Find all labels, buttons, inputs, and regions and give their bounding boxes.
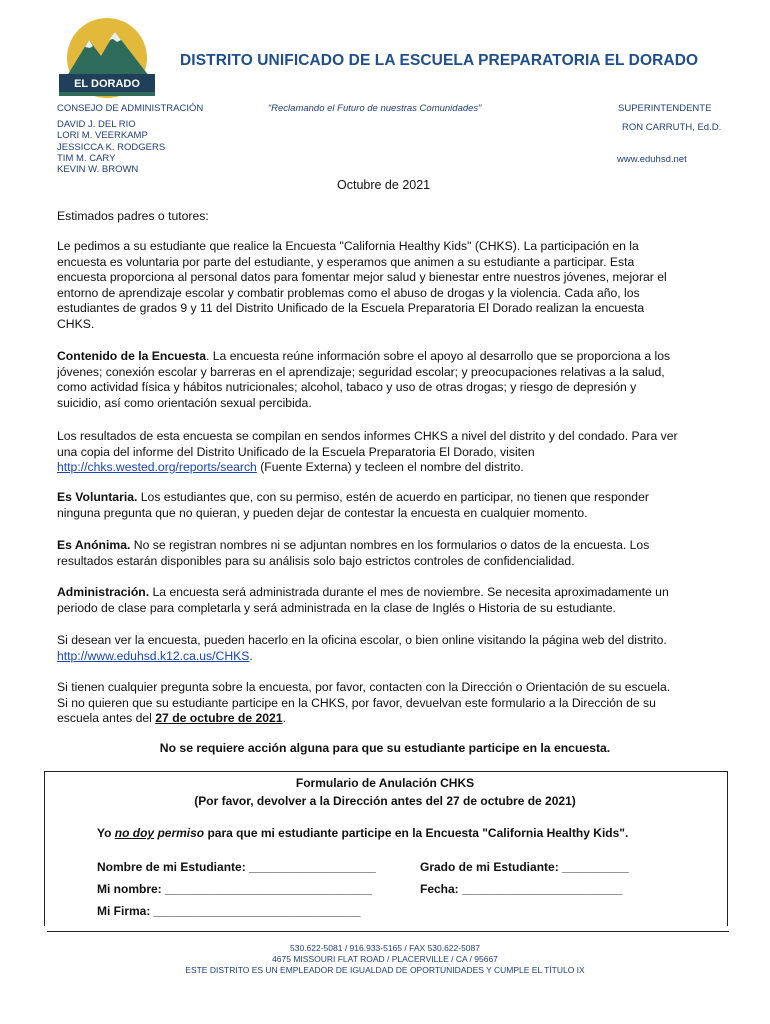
letter-greeting: Estimados padres o tutores:	[57, 209, 209, 223]
paragraph-body: Si desean ver la encuesta, pueden hacerlo en la oficina escolar, o bien online visitando la página web del distrito.	[57, 633, 667, 647]
footer-phones: 530.622-5081 / 916.933-5165 / FAX 530.622-5087	[290, 943, 480, 953]
board-member: KEVIN W. BROWN	[57, 164, 139, 176]
paragraph-body: La encuesta será administrada durante el mes de noviembre. Se necesita aproximadamente un periodo de clase para completarla y será administrada en la clase de Inglés o Historia de su estudiante.	[57, 585, 669, 615]
superintendent-label: SUPERINTENDENTE	[618, 103, 712, 114]
letter-date: Octubre de 2021	[337, 178, 431, 192]
paragraph-results	[57, 429, 679, 476]
signature-field[interactable]: Mi Firma: _______________________________	[97, 904, 361, 918]
paragraph-body: .	[282, 711, 286, 725]
statement-emphasis: permiso	[157, 826, 205, 840]
statement-emphasis: no doy	[114, 826, 155, 840]
district-website[interactable]: www.eduhsd.net	[617, 154, 687, 165]
date-field[interactable]: Fecha: ________________________	[420, 882, 623, 896]
board-member: TIM M. CARY	[57, 152, 116, 164]
paragraph-administration	[57, 585, 679, 616]
deadline-date: 27 de octubre de 2021	[155, 711, 283, 725]
district-title: DISTRITO UNIFICADO DE LA ESCUELA PREPARATORIA EL DORADO	[180, 52, 699, 69]
district-logo	[57, 18, 162, 100]
footer-equal-opportunity: ESTE DISTRITO ES UN EMPLEADOR DE IGUALDAD DE OPORTUNIDADES Y CUMPLE EL TÍTULO IX	[185, 965, 585, 975]
paragraph-anonymous	[57, 538, 679, 569]
district-motto: “Reclamando el Futuro de nuestras Comunidades”	[268, 103, 482, 114]
statement-text: para que mi estudiante participe en la Encuesta "California Healthy Kids".	[204, 826, 629, 840]
paragraph-intro: Le pedimos a su estudiante que realice la Encuesta "California Healthy Kids" (CHKS). La participación en la encuesta es voluntaria por parte del estudiante, y esperamos que animen a su estudiante a participar. Esta encuesta proporciona al personal datos para fomentar mejor salud y bienestar entre nuestros jóvenes, mejorar el entorno de aprendizaje escolar y combatir problemas como el abuso de drogas y la violencia. Cada año, los estudiantes de grados 9 y 11 del Distrito Unificado de la Escuela Preparatoria El Dorado realizan la encuesta CHKS.	[57, 239, 667, 331]
paragraph-content	[57, 349, 679, 411]
paragraph-heading: Administración.	[57, 585, 150, 599]
form-statement	[97, 826, 628, 840]
parent-name-field[interactable]: Mi nombre: _______________________________	[97, 882, 372, 896]
reports-link[interactable]: http://chks.wested.org/reports/search	[57, 460, 257, 474]
paragraph-body: No se registran nombres ni se adjuntan nombres en los formularios o datos de la encuesta. Los resultados estarán disponibles para su análisis solo bajo estrictos controles de confidencialidad.	[57, 538, 650, 568]
paragraph-body: Si tienen cualquier pregunta sobre la encuesta, por favor, contacten con la Dirección o Orientación de su escuela. Si no quieren que su estudiante participe en la CHKS, por favor, devuelvan este formulario a la Dirección de su escuela antes del	[57, 680, 671, 725]
paragraph-body: (Fuente Externa) y tecleen el nombre del distrito.	[256, 460, 524, 474]
form-subtitle: (Por favor, devolver a la Dirección antes del 27 de octubre de 2021)	[194, 794, 576, 808]
form-title: Formulario de Anulación CHKS	[295, 776, 475, 790]
paragraph-body: Los resultados de esta encuesta se compilan en sendos informes CHKS a nivel del distrito y del condado. Para ver una copia del informe del Distrito Unificado de la Escuela Preparatoria El Dorado, visiten	[57, 429, 678, 459]
board-member: JESSICCA K. RODGERS	[57, 141, 166, 153]
paragraph-heading: Contenido de la Encuesta	[57, 349, 206, 363]
paragraph-questions	[57, 680, 679, 727]
superintendent-name: RON CARRUTH, Ed.D.	[622, 122, 722, 133]
statement-text: Yo	[97, 826, 115, 840]
footer-divider	[47, 931, 729, 932]
board-member: DAVID J. DEL RIO	[57, 119, 136, 130]
paragraph-body: . La encuesta reúne información sobre el apoyo al desarrollo que se proporciona a los jóvenes; conexión escolar y barreras en el aprendizaje; seguridad escolar; y preocupaciones relativas a la salud, como actividad física y hábitos nutricionales; alcohol, tabaco y uso de otras drogas; y riesgo de depresión y suicidio, así como orientación sexual percibida.	[57, 349, 671, 410]
student-grade-field[interactable]: Grado de mi Estudiante: __________	[420, 860, 629, 874]
no-action-notice: No se requiere acción alguna para que su estudiante participe en la encuesta.	[159, 741, 611, 755]
chks-link[interactable]: http://www.eduhsd.k12.ca.us/CHKS	[57, 648, 250, 663]
board-label: CONSEJO DE ADMINISTRACIÓN	[57, 103, 204, 114]
paragraph-heading: Es Voluntaria.	[57, 490, 138, 504]
logo-text: EL DORADO	[74, 78, 140, 90]
paragraph-body: Los estudiantes que, con su permiso, estén de acuerdo en participar, no tienen que responder ninguna pregunta que no quieran, y pueden dejar de contestar la encuesta en cualquier momento.	[57, 490, 649, 520]
student-name-field[interactable]: Nombre de mi Estudiante: ___________________	[97, 860, 376, 874]
board-members	[57, 119, 165, 175]
footer-address: 4675 MISSOURI FLAT ROAD / PLACERVILLE / CA / 95667	[272, 954, 498, 964]
paragraph-voluntary	[57, 490, 679, 521]
board-member: LORI M. VEERKAMP	[57, 130, 148, 142]
paragraph-body: .	[249, 648, 253, 663]
paragraph-heading: Es Anónima.	[57, 538, 131, 552]
paragraph-view-survey	[57, 633, 679, 664]
